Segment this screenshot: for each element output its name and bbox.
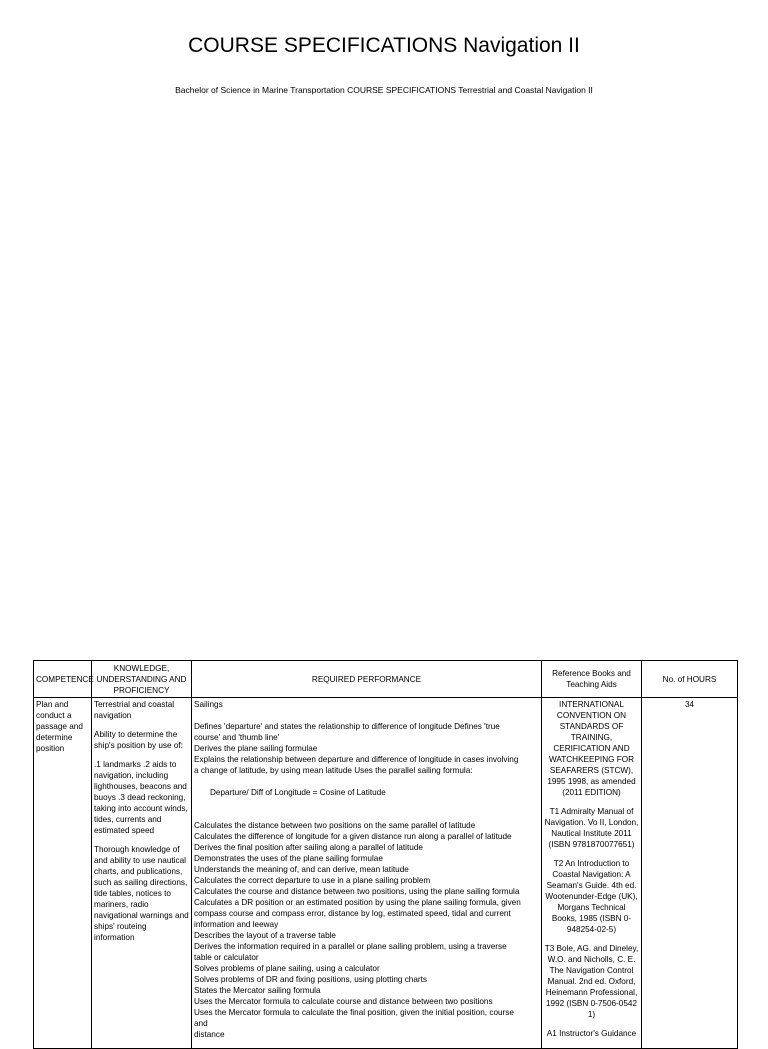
performance-line: Derives the information required in a parallel or plane sailing problem, using a traverse (194, 942, 507, 951)
reference-books-cell (542, 698, 642, 1049)
parallel-sailing-formula: Departure/ Diff of Longitude = Cosine of Latitude (210, 788, 386, 797)
reference-item: INTERNATIONAL CONVENTION ON STANDARDS OF TRAINING, CERIFICATION AND WATCHKEEPING FOR SEAFARERS (STCW), 1995 1998, as amended (2011 EDITION) (547, 700, 636, 797)
performance-line: Understands the meaning of, and can derive, mean latitude (194, 865, 409, 874)
reference-item: T2 An Introduction to Coastal Navigation: A Seaman's Guide. 4th ed. Wootenunder-Edge (UK), Morgans Technical Books, 1985 (ISBN 0-948254-02-5) (545, 859, 638, 934)
table-row (34, 698, 738, 1049)
header-hours: No. of HOURS (642, 661, 738, 698)
document-subtitle: Bachelor of Science in Marine Transportation COURSE SPECIFICATIONS Terrestrial and Coastal Navigation II (175, 85, 593, 95)
knowledge-item: Ability to determine the ship's position by use of: (94, 730, 183, 750)
performance-line: Calculates the course and distance between two positions, using the plane sailing formula (194, 887, 520, 896)
performance-line: a change of latitude, by using mean latitude Uses the parallel sailing formula: (194, 766, 473, 775)
performance-line: Defines 'departure' and states the relationship to difference of longitude Defines 'true (194, 722, 500, 731)
hours-cell: 34 (642, 698, 738, 1049)
competence-cell: Plan and conduct a passage and determine position (34, 698, 92, 1049)
performance-heading: Sailings (194, 700, 223, 709)
performance-line: table or calculator (194, 953, 259, 962)
header-knowledge: KNOWLEDGE, UNDERSTANDING AND PROFICIENCY (92, 661, 192, 698)
performance-line: distance (194, 1030, 225, 1039)
knowledge-item: .1 landmarks .2 aids to navigation, including lighthouses, beacons and buoys .3 dead reckoning, taking into account winds, tides, currents and estimated speed (94, 760, 188, 835)
knowledge-item: Thorough knowledge of and ability to use nautical charts, and publications, such as sailing directions, tide tables, notices to mariners, radio navigational warnings and ships' routeing information (94, 845, 189, 942)
performance-line: compass course and compass error, distance by log, estimated speed, tidal and current (194, 909, 511, 918)
performance-line: Calculates a DR position or an estimated position by using the plane sailing formula, given (194, 898, 521, 907)
course-specification-table (33, 660, 738, 1049)
performance-line: Calculates the distance between two positions on the same parallel of latitude (194, 821, 476, 830)
knowledge-cell (92, 698, 192, 1049)
performance-line: Explains the relationship between departure and difference of longitude in cases involving (194, 755, 519, 764)
reference-item: T1 Admiralty Manual of Navigation. Vo II, London, Nautical Institute 2011 (ISBN 9781870077651) (544, 807, 639, 849)
performance-line: Uses the Mercator formula to calculate the final position, given the initial position, course (194, 1008, 514, 1017)
performance-line: Derives the plane sailing formulae (194, 744, 318, 753)
performance-line: Demonstrates the uses of the plane sailing formulae (194, 854, 383, 863)
performance-line: Uses the Mercator formula to calculate course and distance between two positions (194, 997, 493, 1006)
performance-line: States the Mercator sailing formula (194, 986, 321, 995)
document-title: COURSE SPECIFICATIONS Navigation II (188, 34, 580, 57)
performance-line: course' and 'thumb line' (194, 733, 280, 742)
performance-line: Solves problems of DR and fixing positions, using plotting charts (194, 975, 428, 984)
performance-line: Calculates the correct departure to use in a plane sailing problem (194, 876, 431, 885)
knowledge-item: Terrestrial and coastal navigation (94, 700, 175, 720)
header-reference-books: Reference Books and Teaching Aids (542, 661, 642, 698)
performance-line: Describes the layout of a traverse table (194, 931, 336, 940)
reference-item: T3 Bole, AG. and Dineley, W.O. and Nicholls, C. E. The Navigation Control Manual. 2nd ed. Oxford, Heinemann Professional, 1992 (ISBN 0-7506-0542 1) (544, 944, 639, 1019)
reference-item: A1 Instructor's Guidance (546, 1029, 637, 1038)
required-performance-cell (192, 698, 542, 1049)
table-header-row (34, 661, 738, 698)
header-required-performance: REQUIRED PERFORMANCE (192, 661, 542, 698)
performance-line: and (194, 1019, 208, 1028)
performance-line: information and leeway (194, 920, 279, 929)
performance-line: Solves problems of plane sailing, using a calculator (194, 964, 380, 973)
header-competence: COMPETENCE (34, 661, 92, 698)
performance-line: Derives the final position after sailing along a parallel of latitude (194, 843, 423, 852)
performance-line: Calculates the difference of longitude for a given distance run along a parallel of latitude (194, 832, 512, 841)
